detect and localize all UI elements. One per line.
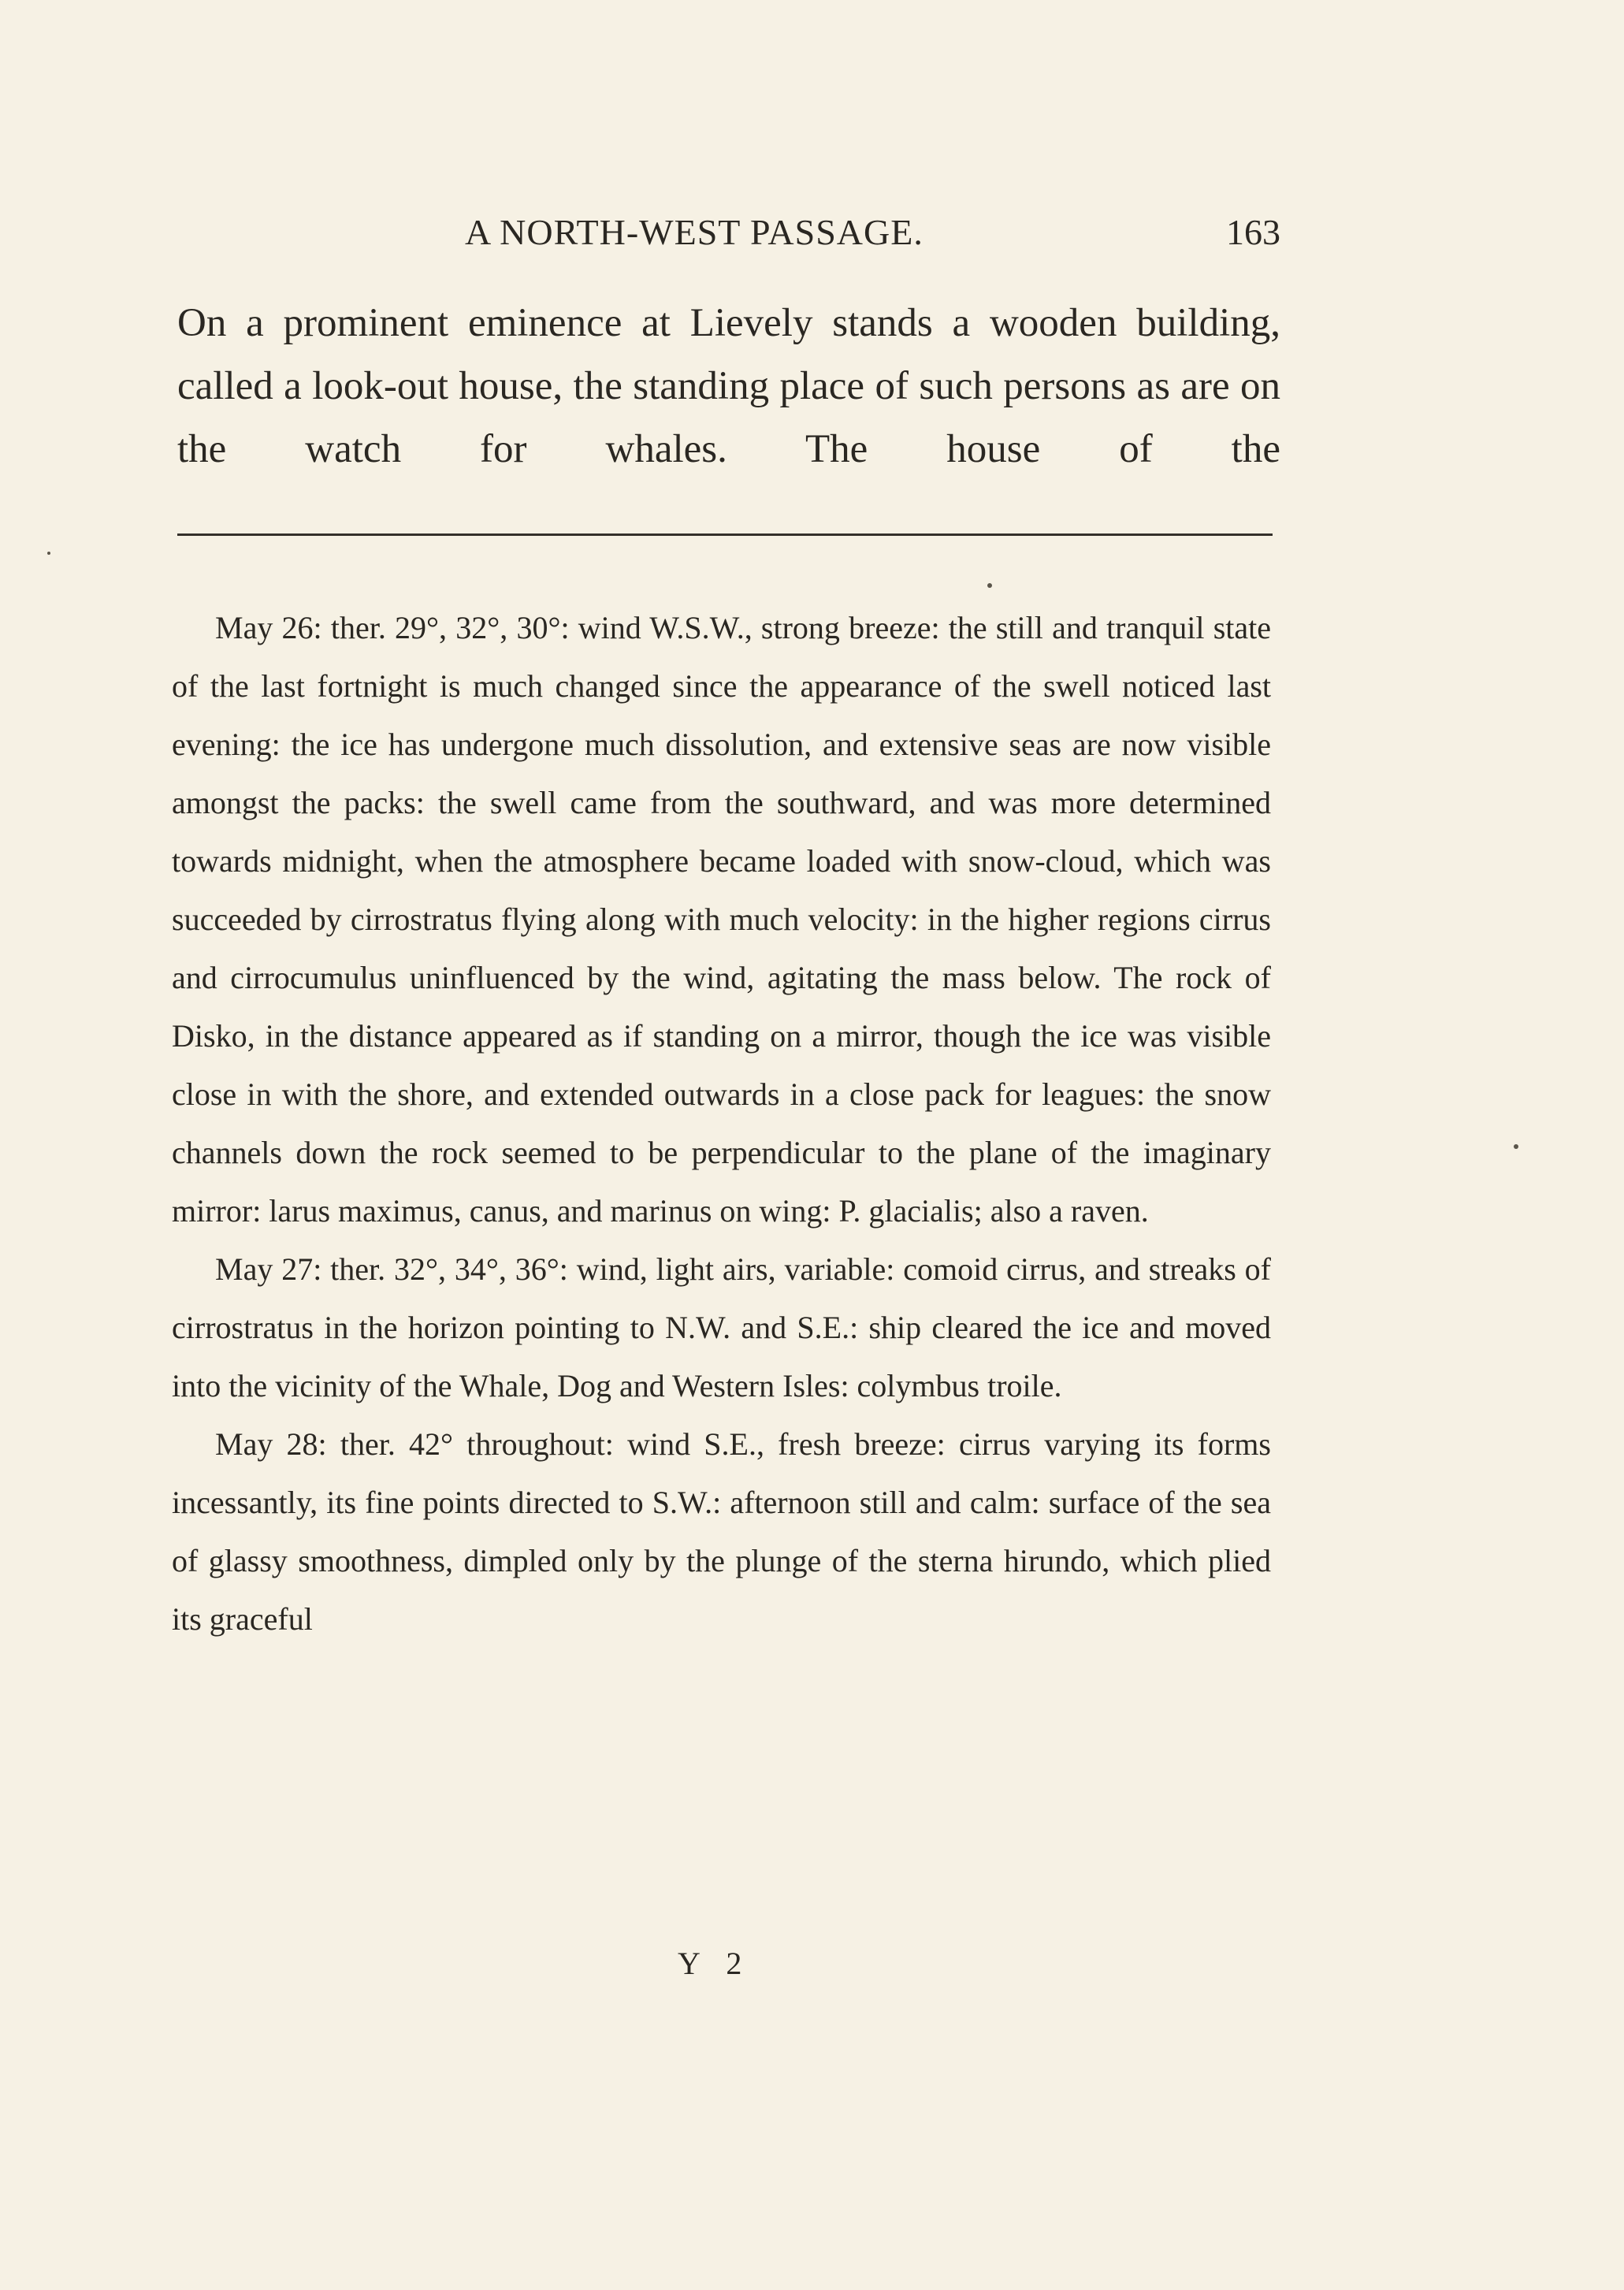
paper-speck xyxy=(987,583,992,588)
journal-entry-may-28: May 28: ther. 42° throughout: wind S.E., fresh breeze: cirrus varying its forms incessantly, its fine points directed to S.W.: afternoon still and calm: surface of the sea of glassy smoothness, dimpled only by the plunge of the sterna hirundo, which plied its graceful xyxy=(172,1426,1271,1637)
paper-speck xyxy=(47,552,50,555)
main-text-paragraph: On a prominent eminence at Lievely stands a wooden building, called a look-out house, the standing place of such persons as are on the watch for whales. The house of the xyxy=(177,301,1280,471)
paper-speck xyxy=(1514,1144,1518,1149)
running-head xyxy=(177,211,1280,266)
journal-entry-may-26: May 26: ther. 29°, 32°, 30°: wind W.S.W., strong breeze: the still and tranquil state of the last fortnight is much changed since the appearance of the swell noticed last evening: the ice has undergone much dissolution, and extensive seas are now visible amongst the packs: the swell came from the southward, and was more determined towards midnight, when the atmosphere became loaded with snow-cloud, which was succeeded by cirrostratus flying along with much velocity: in the higher regions cirrus and cirrocumulus uninfluenced by the wind, agitating the mass below. The rock of Disko, in the distance appeared as if standing on a mirror, though the ice was visible close in with the shore, and extended outwards in a close pack for leagues: the snow channels down the rock seemed to be perpendicular to the plane of the imaginary mirror: larus maximus, canus, and marinus on wing: P. glacialis; also a raven. xyxy=(172,610,1271,1229)
journal-entry-may-27: May 27: ther. 32°, 34°, 36°: wind, light airs, variable: comoid cirrus, and streaks of cirrostratus in the horizon pointing to N.W. and S.E.: ship cleared the ice and moved into the vicinity of the Whale, Dog and Western Isles: colymbus troile. xyxy=(172,1251,1271,1403)
page-number: 163 xyxy=(1226,212,1280,252)
journal-notes xyxy=(172,599,1271,1649)
signature-mark: Y 2 xyxy=(678,1946,752,1981)
footnote-rule xyxy=(177,533,1273,536)
running-title: A NORTH-WEST PASSAGE. xyxy=(465,212,923,252)
